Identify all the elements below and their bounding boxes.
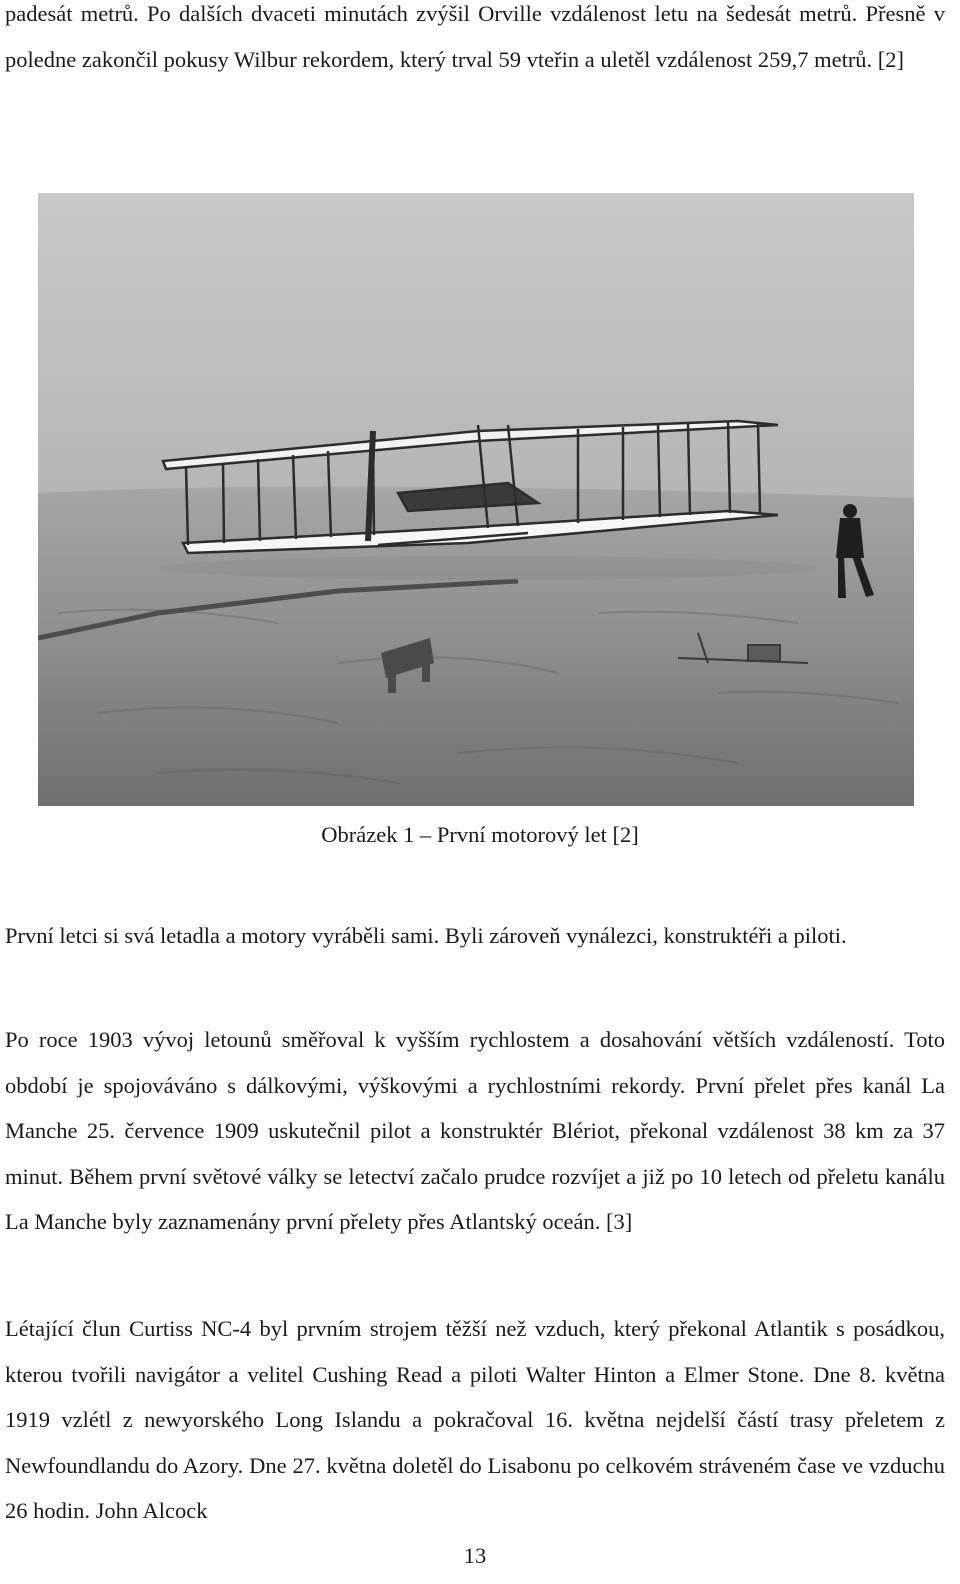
first-flight-photo [38, 193, 914, 806]
paragraph-intro: padesát metrů. Po dalších dvaceti minutách zvýšil Orville vzdálenost letu na šedesát metrů. Přesně v poledne zakončil pokusy Wilbur rekordem, který trval 59 vteřin a uletěl vzdálenost 259,7 metrů. [2] [5, 1, 945, 72]
page-number: 13 [463, 1543, 487, 1568]
paragraph-after-1903: Po roce 1903 vývoj letounů směřoval k vyšším rychlostem a dosahování větších vzdáleností. Toto období je spojováváno s dálkovými, výškovými a rychlostními rekordy. První přelet přes kanál La Manche 25. července 1909 uskutečnil pilot a konstruktér Blériot, překonal vzdálenost 38 km za 37 minut. Během první světové války se letectví začalo prudce rozvíjet a již po 10 letech od přeletu kanálu La Manche byly zaznamenány první přelety přes Atlantský oceán. [3] [5, 1027, 945, 1234]
paragraph-builders: První letci si svá letadla a motory vyráběli sami. Byli zároveň vynálezci, konstruktéři a piloti. [5, 923, 847, 948]
figure-first-flight-photo [38, 193, 914, 806]
aircraft-shadow [158, 556, 818, 580]
paragraph-curtiss: Létající člun Curtiss NC-4 byl prvním strojem těžší než vzduch, který překonal Atlantik s posádkou, kterou tvořili navigátor a velitel Cushing Read a piloti Walter Hinton a Elmer Stone. Dne 8. května 1919 vzlétl z newyorského Long Islandu a pokračoval 16. května nejdelší částí trasy přeletem z Newfoundlandu do Azory. Dne 27. května doletěl do Lisabonu po celkovém stráveném čase ve vzduchu 26 hodin. John Alcock [5, 1316, 945, 1523]
figure-caption: Obrázek 1 – První motorový let [2] [321, 822, 639, 847]
sky [38, 193, 914, 523]
